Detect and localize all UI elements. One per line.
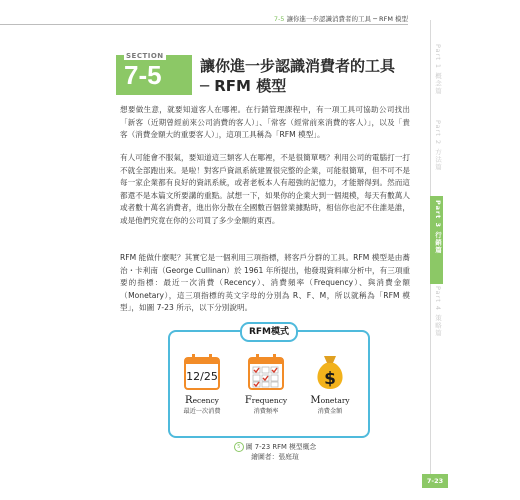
header-rule <box>0 24 408 25</box>
frequency-label: Frequency <box>244 395 288 406</box>
sidebar-tab-part1[interactable]: Part 1 概念篇 <box>434 44 442 95</box>
svg-text:$: $ <box>324 369 336 389</box>
checked-calendar-icon <box>246 352 286 392</box>
section-title-line1: 讓你進一步認識消費者的工具 <box>200 57 396 75</box>
section-title <box>200 56 395 96</box>
rfm-diagram-title: RFM模式 <box>240 322 298 342</box>
rfm-item-monetary <box>302 352 358 415</box>
paragraph-1: 想要做生意，就要知道客人在哪裡。在行銷管理課程中，有一項工具可協助公司找出「新客（近期曾經前來公司消費的客人）」、「常客（經常前來消費的客人）」，以及「貴客（消費金額大的重要客人）」，這項工具稱為「RFM 模型」。 <box>120 105 410 140</box>
running-header-title: 讓你進一步認識消費者的工具 ─ RFM 模型 <box>286 15 408 23</box>
figure-caption <box>220 442 330 462</box>
figure-credit: 繪圖者：張庭瑄 <box>251 453 299 461</box>
money-bag-icon <box>310 352 350 392</box>
calendar-date: 12/25 <box>186 370 218 383</box>
figure-number-icon: 5 <box>234 442 244 452</box>
running-header-section: 7-5 <box>273 15 285 23</box>
monetary-label: Monetary <box>310 395 350 406</box>
recency-label: Recency <box>185 395 219 406</box>
calendar-icon <box>182 352 222 392</box>
running-header <box>274 14 408 23</box>
paragraph-2: 有人可能會不服氣，要知道這三類客人在哪裡，不是很簡單嗎？利用公司的電腦打一打不就全部跑出來。是啦！對客戶資訊系統建置很完整的企業，可能很簡單，但不可不是每一家企業都有良好的資訊系統，或者老板本人有超強的記憶力，才能辦得到。然而這都還不是本篇文所要講的重點。試想一下，如果你的企業大到一個規模，每天有數萬人或者數十萬名消費者，進出你分散在全國數百個營業據點時，相信你也記不住誰是誰，或是他們究竟在你的公司買了多少金額的東西。 <box>120 153 410 225</box>
frequency-zh-label: 消費頻率 <box>253 408 279 415</box>
section-number: 7-5 <box>124 60 162 90</box>
section-title-line2: ─ RFM 模型 <box>200 77 287 95</box>
sidebar-tab-part3-active[interactable]: Part 3 行銷篇 <box>430 196 443 284</box>
page-number: 7-23 <box>422 474 448 488</box>
sidebar-tab-part4[interactable]: Part 4 策略篇 <box>434 286 442 337</box>
rfm-item-frequency <box>238 352 294 415</box>
rfm-item-recency <box>174 352 230 415</box>
paragraph-3: RFM 能做什麼呢？其實它是一個利用三項指標，將客戶分群的工具。RFM 模型是由蕎治・卡利南（George Cullinan）於 1961 年所提出，他發現資料庫分析中，有三項重要的指標：最近一次消費（Recency）、消費頻率（Frequency）、與消費金額（Monetary），這三項指標的英文字母的分別為 R、F、M，所以就稱為「RFM 模型」，如圖 7-23 所示，以下分別說明。 <box>120 253 411 313</box>
section-label: SECTION <box>126 52 164 60</box>
page-header <box>0 14 520 26</box>
recency-zh-label: 最近一次消費 <box>183 408 221 415</box>
figure-title: 圖 7-23 RFM 模型概念 <box>245 443 317 451</box>
sidebar-tab-part2[interactable]: Part 2 方法篇 <box>434 120 442 171</box>
monetary-zh-label: 消費金額 <box>317 408 343 415</box>
section-badge <box>116 52 192 95</box>
